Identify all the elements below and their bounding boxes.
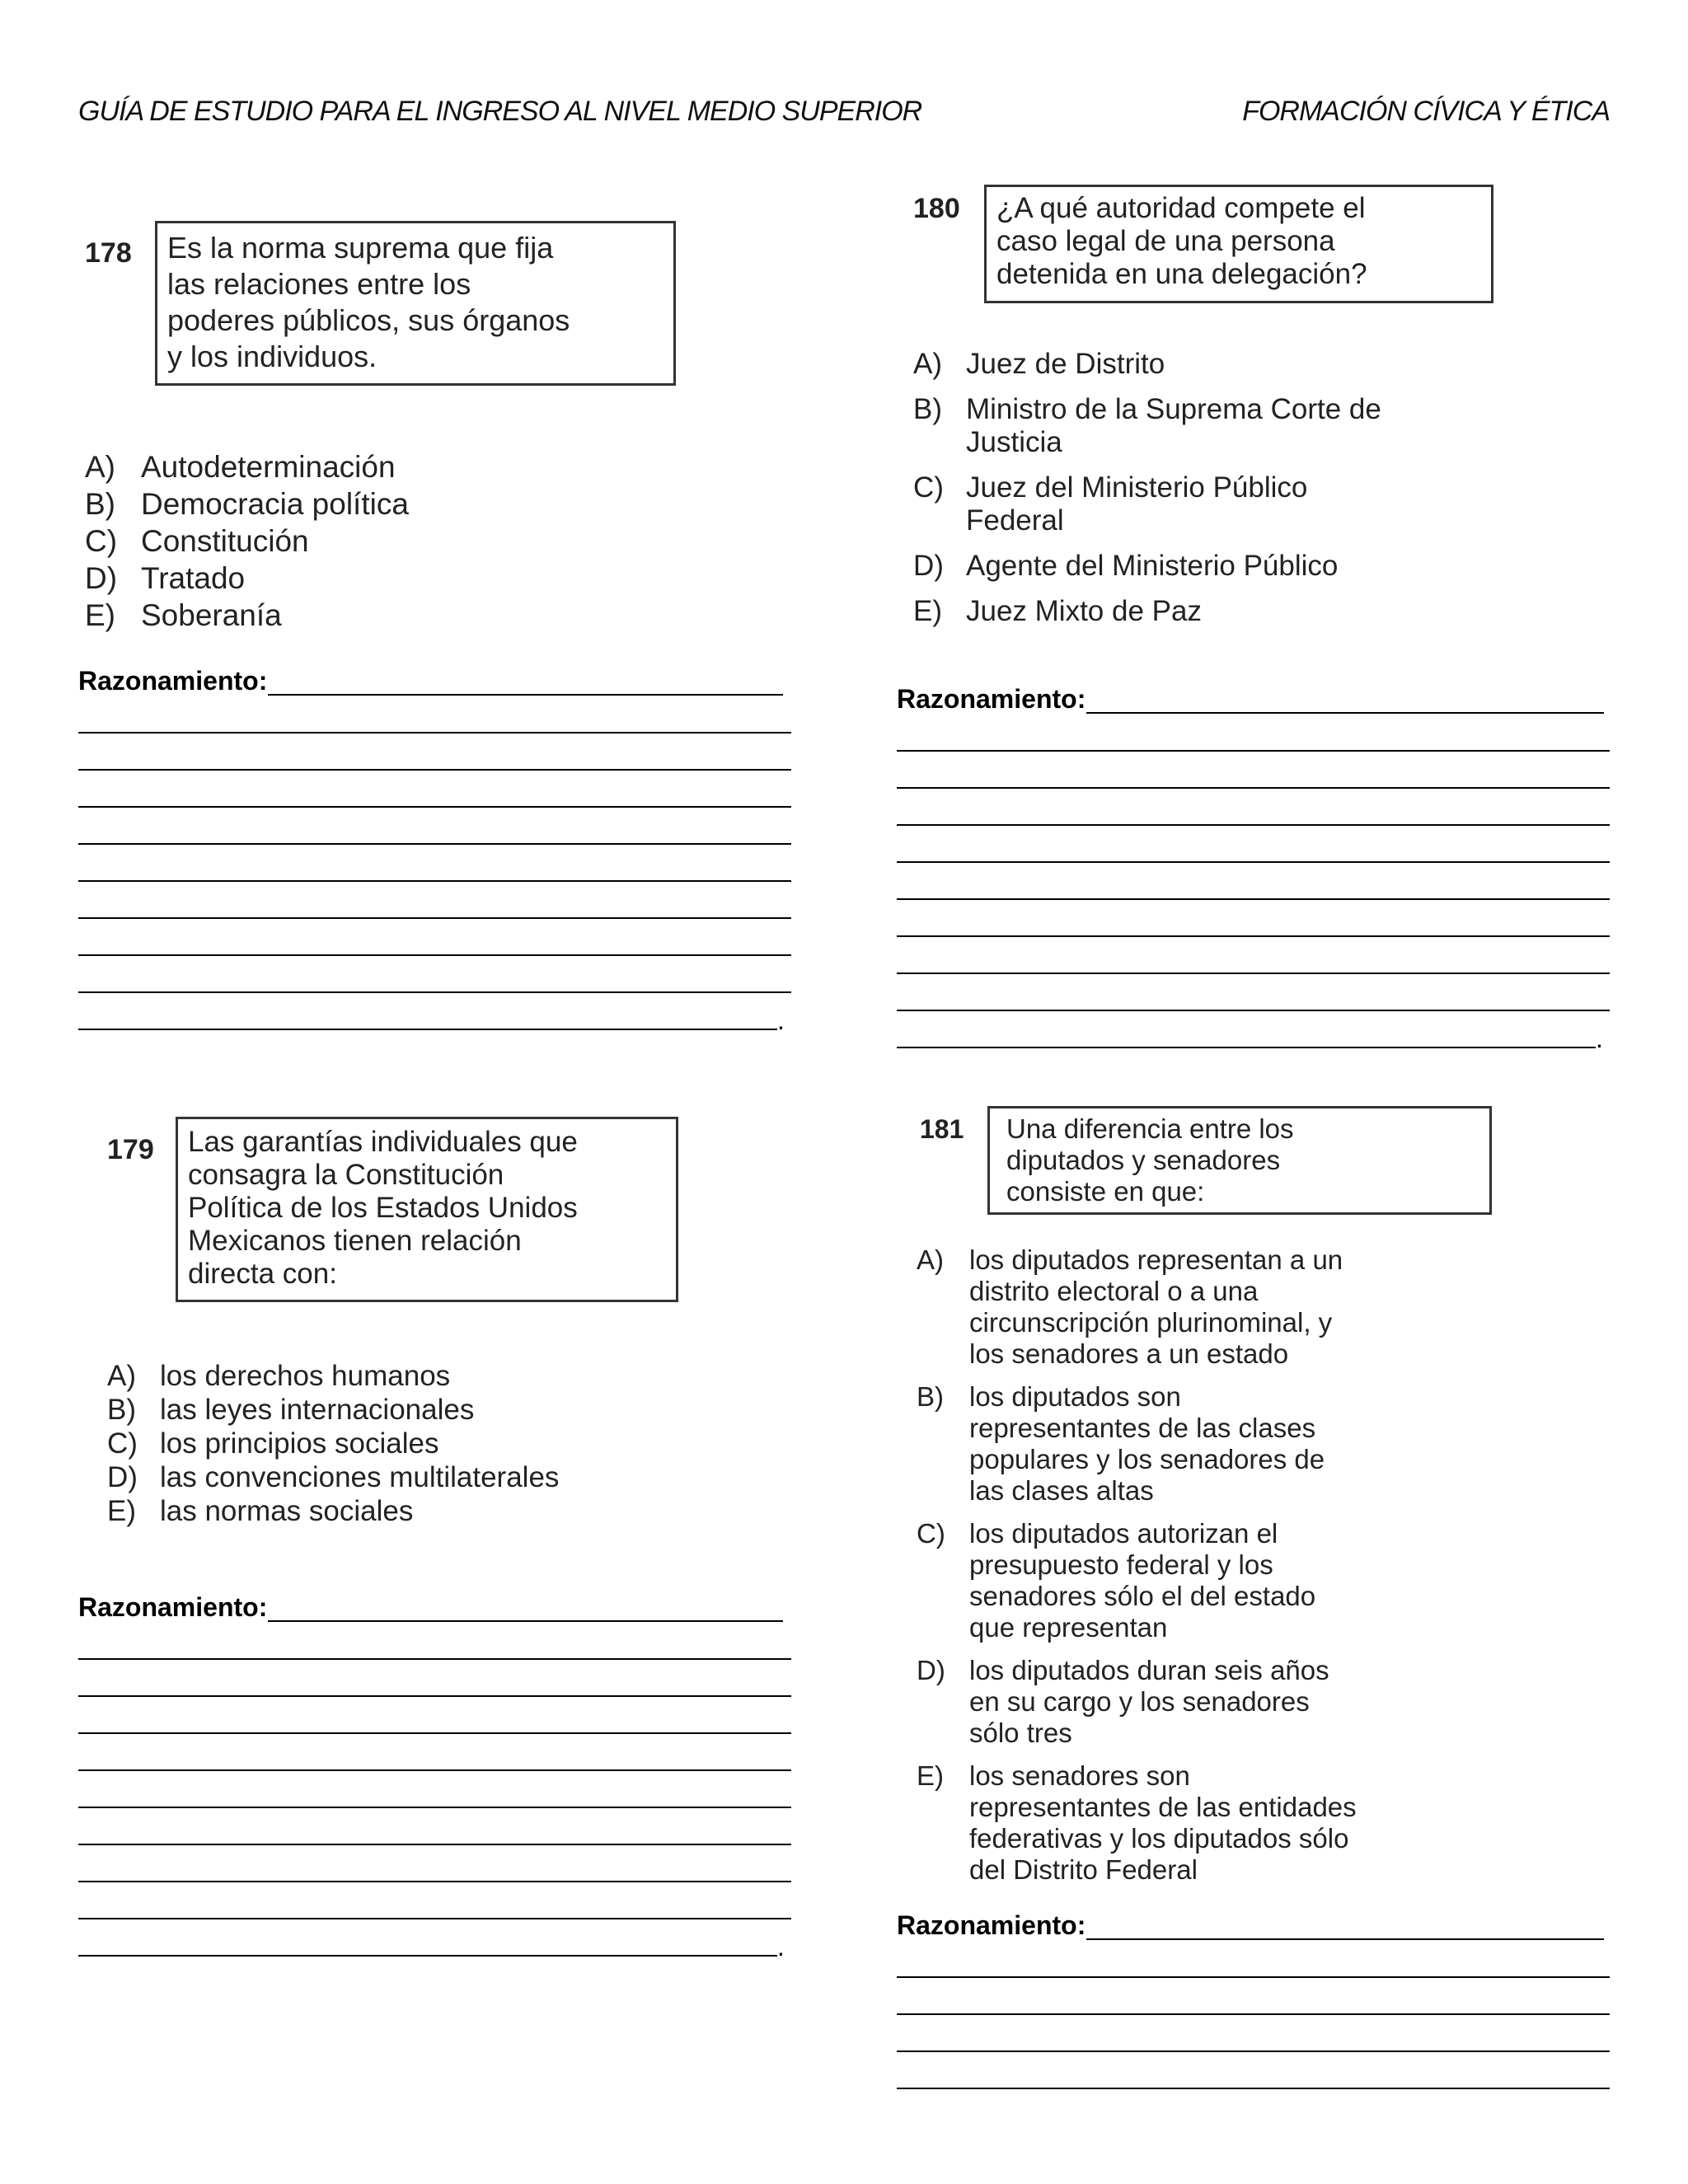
- answer-line[interactable]: [268, 694, 783, 696]
- answer-line[interactable]: [1086, 1938, 1604, 1940]
- answer-line[interactable]: [78, 1658, 791, 1660]
- reasoning-area-179[interactable]: [78, 1592, 791, 1963]
- answer-line[interactable]: [897, 750, 1610, 752]
- answer-line[interactable]: [78, 1918, 791, 1919]
- answer-line[interactable]: [897, 972, 1610, 974]
- option-letter: C): [913, 471, 944, 504]
- reasoning-area-178[interactable]: [78, 666, 791, 1037]
- answer-line[interactable]: [897, 2013, 1610, 2015]
- answer-line[interactable]: [897, 787, 1610, 789]
- question-box: Una diferencia entre los diputados y senadores consiste en que:: [987, 1106, 1492, 1215]
- option-letter: C): [107, 1427, 138, 1460]
- option-text: Tratado: [141, 561, 246, 595]
- question-number: 180: [913, 193, 960, 224]
- answer-line[interactable]: [78, 1807, 791, 1808]
- option-d[interactable]: [85, 561, 662, 598]
- answer-line[interactable]: [78, 954, 791, 956]
- answer-line[interactable]: [78, 1732, 791, 1734]
- option-text: Democracia política: [141, 487, 409, 521]
- option-letter: E): [917, 1760, 944, 1791]
- option-letter: D): [107, 1461, 138, 1493]
- option-e[interactable]: [107, 1495, 734, 1529]
- option-letter: C): [85, 524, 118, 558]
- option-e[interactable]: [85, 598, 662, 635]
- option-letter: C): [917, 1518, 945, 1549]
- option-d[interactable]: [917, 1655, 1576, 1760]
- option-text: Soberanía: [141, 598, 282, 632]
- option-text: los diputados son representantes de las clases populares y los senadores de las clases altas: [969, 1381, 1325, 1506]
- option-text: Constitución: [141, 524, 309, 558]
- option-b[interactable]: [85, 487, 662, 524]
- answer-line[interactable]: [897, 1010, 1610, 1011]
- answer-line[interactable]: [268, 1620, 783, 1622]
- option-b[interactable]: [917, 1381, 1576, 1518]
- answer-line[interactable]: [78, 1029, 777, 1030]
- option-letter: B): [913, 393, 942, 425]
- option-text: Agente del Ministerio Público: [966, 550, 1339, 582]
- option-letter: E): [107, 1495, 136, 1527]
- option-letter: A): [85, 450, 115, 484]
- answer-line[interactable]: [78, 732, 791, 733]
- option-letter: E): [913, 595, 942, 627]
- end-period: .: [777, 1005, 785, 1035]
- question-number: 179: [107, 1134, 154, 1165]
- option-text: los principios sociales: [160, 1427, 439, 1460]
- page-header: [78, 96, 1610, 137]
- option-a[interactable]: [913, 348, 1540, 393]
- option-d[interactable]: [107, 1461, 734, 1495]
- reasoning-label: Razonamiento:: [897, 1910, 1086, 1940]
- option-text: los derechos humanos: [160, 1360, 451, 1392]
- answer-line[interactable]: [78, 1881, 791, 1882]
- option-text: las leyes internacionales: [160, 1394, 475, 1426]
- answer-line[interactable]: [78, 769, 791, 771]
- option-text: Autodeterminación: [141, 450, 396, 484]
- option-text: los diputados duran seis años en su cargo y los senadores sólo tres: [969, 1655, 1329, 1748]
- answer-line[interactable]: [897, 2088, 1610, 2089]
- question-box: ¿A qué autoridad compete el caso legal de una persona detenida en una delegación?: [984, 185, 1493, 303]
- reasoning-label: Razonamiento:: [78, 666, 268, 696]
- reasoning-label: Razonamiento:: [78, 1592, 268, 1622]
- question-box: Las garantías individuales que consagra la Constitución Política de los Estados Unidos Mexicanos tienen relación directa con:: [176, 1117, 678, 1302]
- header-guide-title: GUÍA DE ESTUDIO PARA EL INGRESO AL NIVEL MEDIO SUPERIOR: [78, 96, 922, 127]
- option-letter: D): [913, 550, 944, 582]
- option-text: Juez Mixto de Paz: [966, 595, 1202, 627]
- answer-line[interactable]: [78, 880, 791, 882]
- option-text: las normas sociales: [160, 1495, 414, 1527]
- answer-line[interactable]: [78, 1955, 777, 1957]
- option-c[interactable]: [913, 471, 1540, 550]
- answer-line[interactable]: [78, 1844, 791, 1845]
- answer-line[interactable]: [897, 824, 1610, 826]
- option-c[interactable]: [917, 1518, 1576, 1655]
- reasoning-label: Razonamiento:: [897, 684, 1086, 714]
- options-list: [85, 450, 662, 635]
- option-letter: A): [913, 348, 942, 380]
- answer-line[interactable]: [78, 1695, 791, 1697]
- options-list: [107, 1360, 734, 1529]
- option-b[interactable]: [913, 393, 1540, 471]
- answer-line[interactable]: [897, 2050, 1610, 2052]
- reasoning-area-181[interactable]: [897, 1910, 1610, 2092]
- option-letter: A): [107, 1360, 136, 1392]
- option-letter: E): [85, 598, 115, 632]
- answer-line[interactable]: [78, 917, 791, 919]
- question-number: 178: [85, 237, 132, 269]
- question-box: Es la norma suprema que fija las relaciones entre los poderes públicos, sus órganos y los individuos.: [155, 221, 676, 386]
- option-c[interactable]: [85, 524, 662, 561]
- option-c[interactable]: [107, 1427, 734, 1461]
- options-list: [917, 1244, 1576, 1897]
- answer-line[interactable]: [897, 1976, 1610, 1978]
- answer-line[interactable]: [897, 1047, 1596, 1048]
- end-period: .: [777, 1932, 785, 1961]
- option-letter: A): [917, 1244, 944, 1275]
- question-number: 181: [920, 1114, 964, 1144]
- answer-line[interactable]: [78, 991, 791, 993]
- option-text: Juez de Distrito: [966, 348, 1165, 380]
- option-e[interactable]: [913, 595, 1540, 640]
- option-d[interactable]: [913, 550, 1540, 595]
- option-text: Ministro de la Suprema Corte de Justicia: [966, 393, 1381, 458]
- answer-line[interactable]: [78, 843, 791, 845]
- reasoning-area-180[interactable]: [897, 684, 1610, 1055]
- answer-line[interactable]: [78, 1769, 791, 1771]
- option-letter: B): [917, 1381, 944, 1412]
- header-subject-title: FORMACIÓN CÍVICA Y ÉTICA: [1242, 96, 1610, 127]
- options-list: [913, 348, 1540, 640]
- option-b[interactable]: [107, 1394, 734, 1427]
- end-period: .: [1596, 1024, 1603, 1053]
- answer-line[interactable]: [897, 898, 1610, 900]
- option-text: los senadores son representantes de las entidades federativas y los diputados sólo del Distrito Federal: [969, 1760, 1357, 1885]
- option-a[interactable]: [107, 1360, 734, 1394]
- option-letter: B): [85, 487, 115, 521]
- option-letter: B): [107, 1394, 136, 1426]
- option-text: Juez del Ministerio Público Federal: [966, 471, 1308, 537]
- option-e[interactable]: [917, 1760, 1576, 1897]
- option-letter: D): [917, 1655, 945, 1685]
- option-text: las convenciones multilaterales: [160, 1461, 560, 1493]
- option-a[interactable]: [85, 450, 662, 487]
- option-text: los diputados representan a un distrito electoral o a una circunscripción plurinominal, y los senadores a un estado: [969, 1244, 1343, 1369]
- option-a[interactable]: [917, 1244, 1576, 1381]
- answer-line[interactable]: [897, 861, 1610, 863]
- answer-line[interactable]: [897, 935, 1610, 937]
- answer-line[interactable]: [1086, 712, 1604, 714]
- option-letter: D): [85, 561, 118, 595]
- answer-line[interactable]: [78, 806, 791, 808]
- option-text: los diputados autorizan el presupuesto federal y los senadores sólo el del estado que representan: [969, 1518, 1316, 1643]
